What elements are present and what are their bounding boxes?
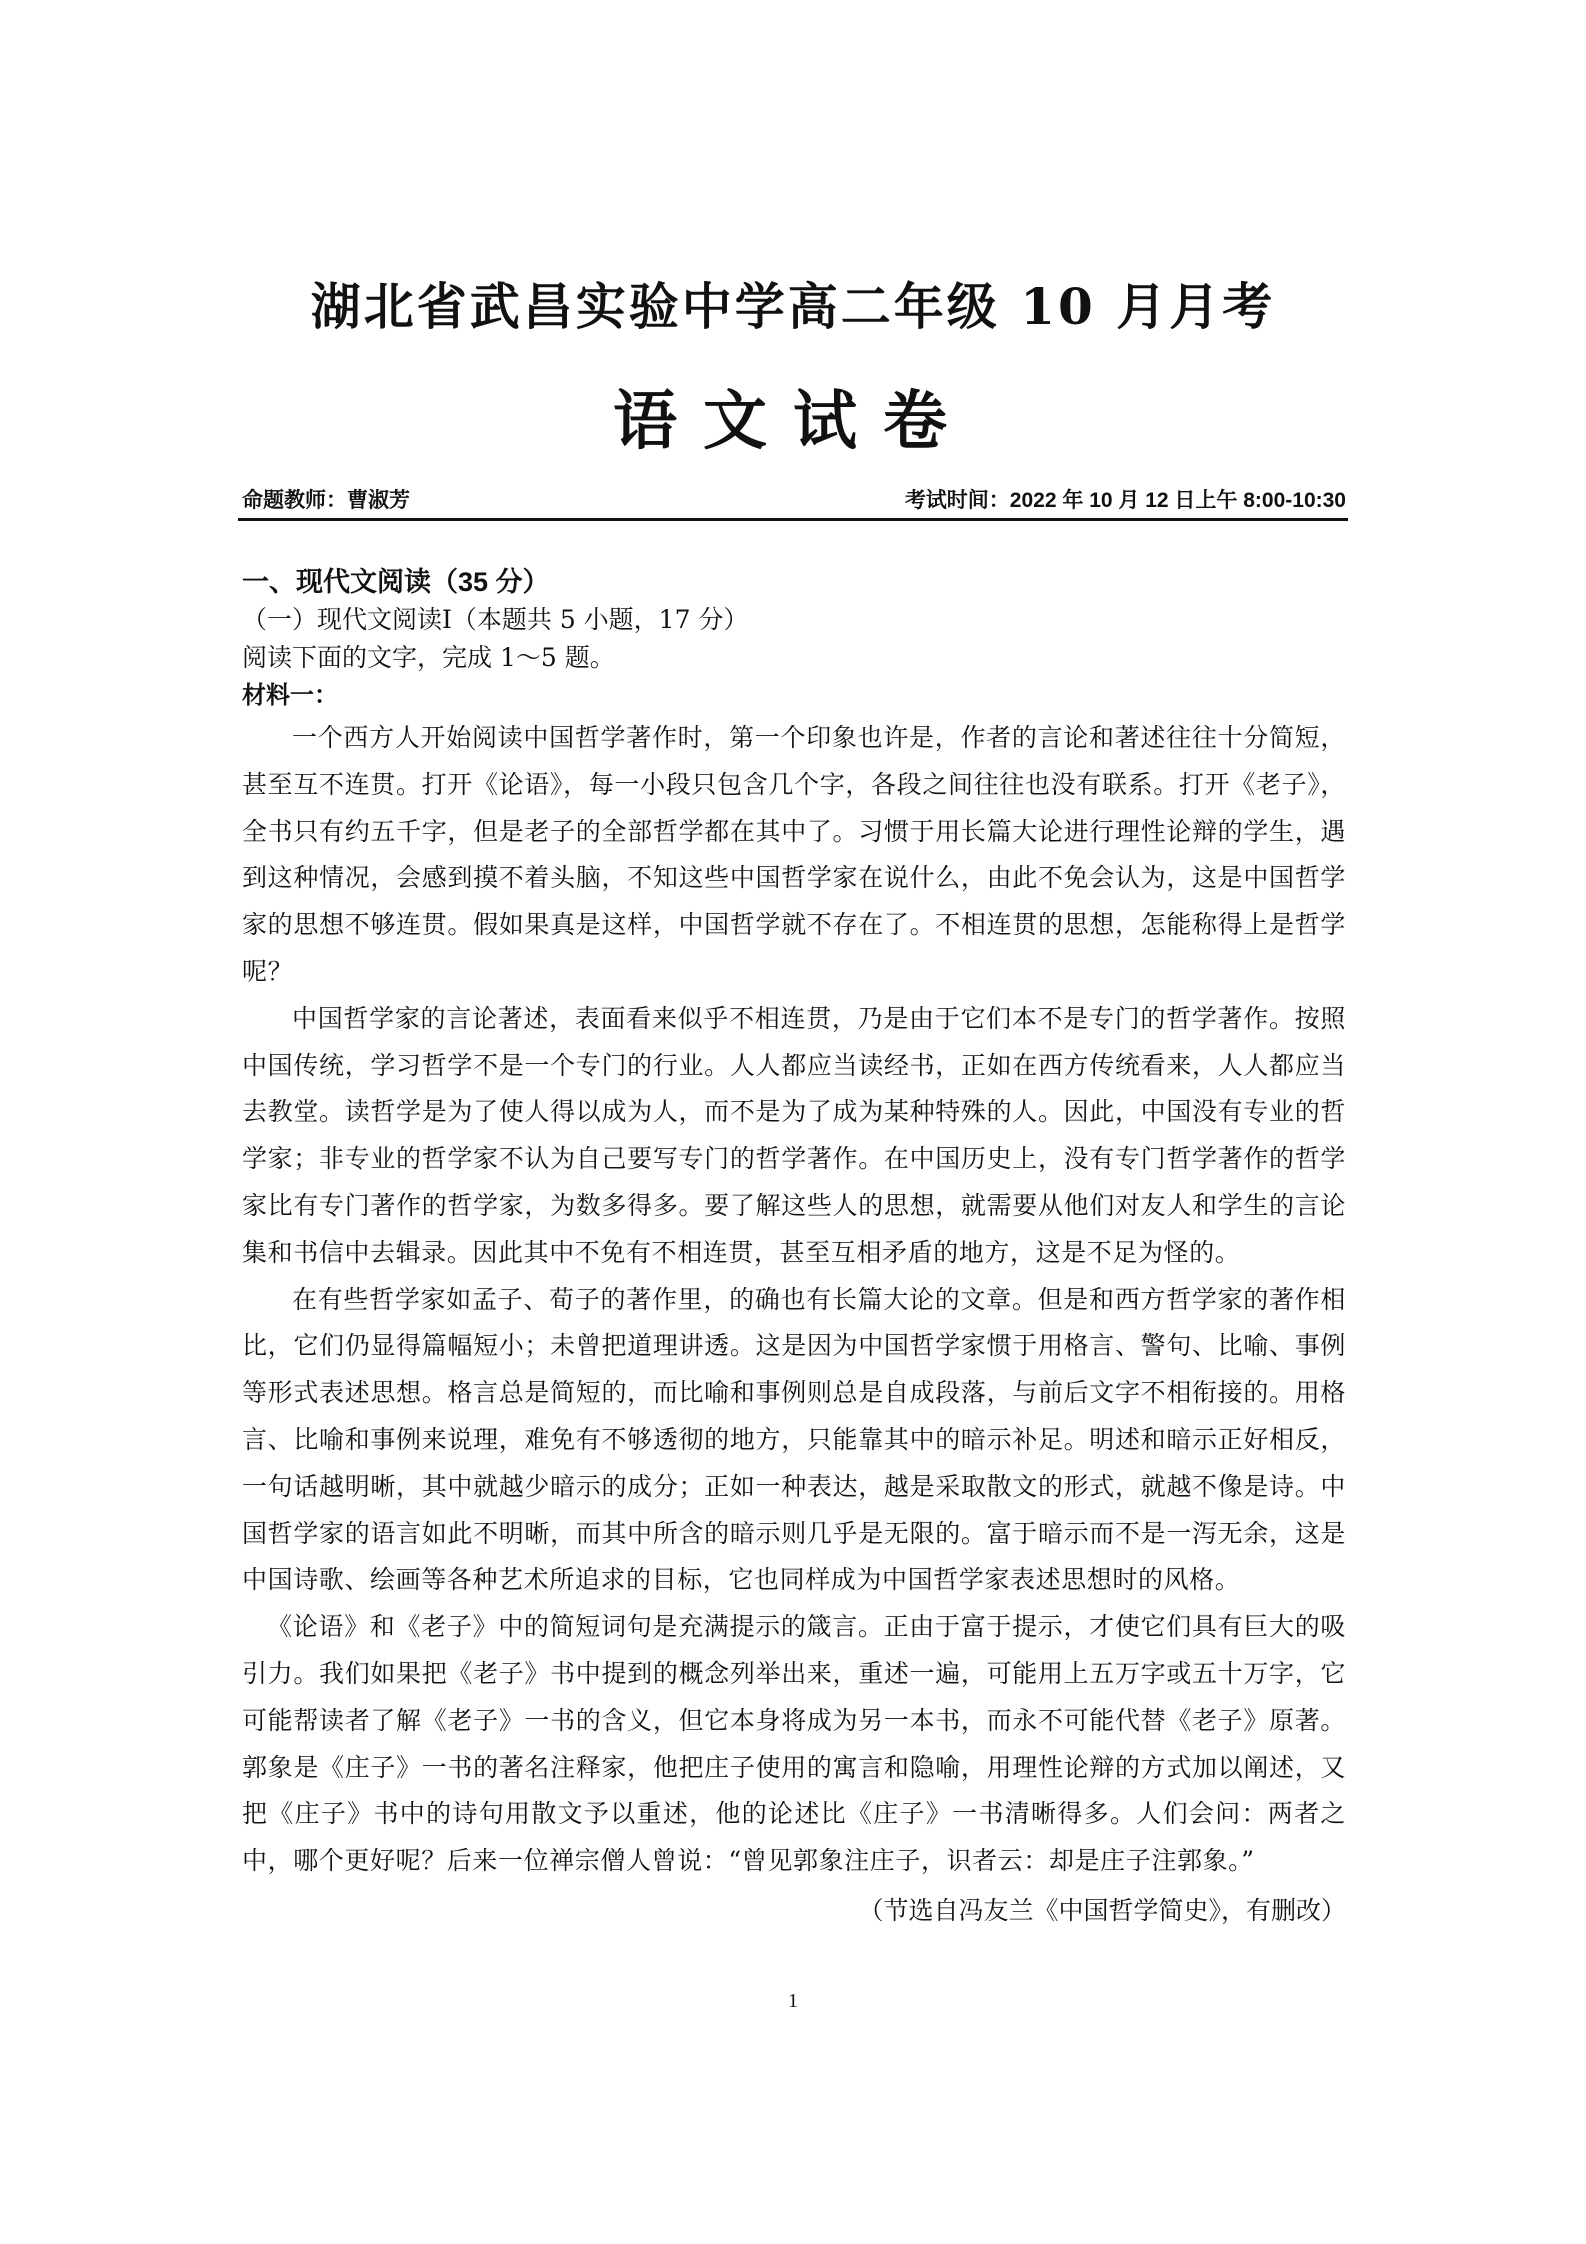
passage-paragraph: 中国哲学家的言论著述，表面看来似乎不相连贯，乃是由于它们本不是专门的哲学著作。按照中国传统，学习哲学不是一个专门的行业。人人都应当读经书，正如在西方传统看来，人人都应当去教堂。读哲学是为了使人得以成为人，而不是为了成为某种特殊的人。因此，中国没有专业的哲学家；非专业的哲学家不认为自己要写专门的哲学著作。在中国历史上，没有专门哲学著作的哲学家比有专门著作的哲学家，为数多得多。要了解这些人的思想，就需要从他们对友人和学生的言论集和书信中去辑录。因此其中不免有不相连贯，甚至互相矛盾的地方，这是不足为怪的。 xyxy=(242,1003,1346,1267)
passage-paragraph: 一个西方人开始阅读中国哲学著作时，第一个印象也许是，作者的言论和著述往往十分简短，甚至互不连贯。打开《论语》，每一小段只包含几个字，各段之间往往也没有联系。打开《老子》，全书只有约五千字，但是老子的全部哲学都在其中了。习惯于用长篇大论进行理性论辩的学生，遇到这种情况，会感到摸不着头脑，不知这些中国哲学家在说什么，由此不免会认为，这是中国哲学家的思想不够连贯。假如果真是这样，中国哲学就不存在了。不相连贯的思想，怎能称得上是哲学呢？ xyxy=(242,723,1346,986)
teacher-info: 命题教师：曹淑芳 xyxy=(242,489,410,512)
exam-meta-row xyxy=(242,480,1346,514)
passage-paragraph: 《论语》和《老子》中的简短词句是充满提示的箴言。正由于富于提示，才使它们具有巨大的吸引力。我们如果把《老子》书中提到的概念列举出来，重述一遍，可能用上五万字或五十万字，它可能帮读者了解《老子》一书的含义，但它本身将成为另一本书，而永不可能代替《老子》原著。郭象是《庄子》一书的著名注释家，他把庄子使用的寓言和隐喻，用理性论辩的方式加以阐述，又把《庄子》书中的诗句用散文予以重述，他的论述比《庄子》一书清晰得多。人们会问：两者之中，哪个更好呢？后来一位禅宗僧人曾说：“曾见郭象注庄子，识者云：却是庄子注郭象。” xyxy=(242,1612,1346,1876)
section-modern-reading xyxy=(242,563,1346,1933)
page-number: 1 xyxy=(788,1990,798,2012)
exam-time-info: 考试时间：2022 年 10 月 12 日上午 8:00-10:30 xyxy=(904,489,1346,512)
material-label: 材料一： xyxy=(242,682,338,709)
section-heading: 一、现代文阅读（35 分） xyxy=(242,567,550,597)
passage-paragraph: 在有些哲学家如孟子、荀子的著作里，的确也有长篇大论的文章。但是和西方哲学家的著作相比，它们仍显得篇幅短小；未曾把道理讲透。这是因为中国哲学家惯于用格言、警句、比喻、事例等形式表述思想。格言总是简短的，而比喻和事例则总是自成段落，与前后文字不相衔接的。用格言、比喻和事例来说理，难免有不够透彻的地方，只能靠其中的暗示补足。明述和暗示正好相反，一句话越明晰，其中就越少暗示的成分；正如一种表达，越是采取散文的形式，就越不像是诗。中国哲学家的语言如此不明晰，而其中所含的暗示则几乎是无限的。富于暗示而不是一泻无余，这是中国诗歌、绘画等各种艺术所追求的目标，它也同样成为中国哲学家表述思想时的风格。 xyxy=(242,1284,1346,1595)
reading-instruction: 阅读下面的文字，完成 1～5 题。 xyxy=(242,643,615,672)
header-divider xyxy=(238,518,1348,521)
section-subheading: （一）现代文阅读Ⅰ（本题共 5 小题，17 分） xyxy=(242,605,749,634)
exam-title: 湖北省武昌实验中学高二年级 10 月月考 xyxy=(310,277,1276,336)
subject-title: 语文试卷 xyxy=(613,384,973,459)
passage-source: （节选自冯友兰《中国哲学简史》，有删改） xyxy=(858,1895,1346,1925)
